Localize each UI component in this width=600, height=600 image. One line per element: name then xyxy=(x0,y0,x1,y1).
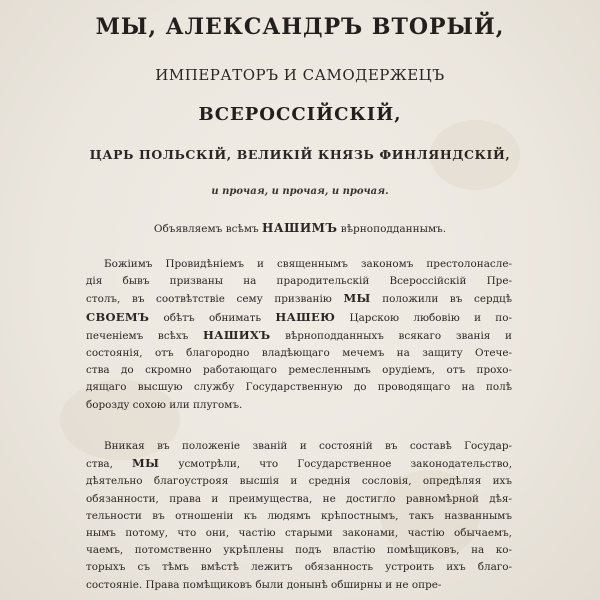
text-segment: вѣрноподданныхъ всякаго званія и xyxy=(270,329,512,342)
text-segment: положили въ сердцѣ xyxy=(370,293,512,306)
text-line xyxy=(86,455,512,473)
paragraph-1 xyxy=(86,256,512,414)
text-line: дящаго высшую службу Государственную до проводящаго на полѣ xyxy=(86,381,512,394)
text-line: состояніе. Права помѣщиковъ были донынѣ обширны и не опре- xyxy=(86,578,442,591)
heading-emperor-title: ИМПЕРАТОРЪ И САМОДЕРЖЕЦЪ xyxy=(155,66,445,84)
heading-announcement xyxy=(0,221,600,235)
text-segment: Царскою любовію и по- xyxy=(335,311,512,324)
text-line: ства до скромно работающаго ремесленнымъ орудіемъ, отъ прохо- xyxy=(86,364,512,377)
heading-tsar-of-poland: ЦАРЬ ПОЛЬСКІЙ, ВЕЛИКІЙ КНЯЗЬ ФИНЛЯНДСКІЙ, xyxy=(89,147,511,162)
emphasized-word: СВОЕМЪ xyxy=(86,309,150,324)
text-line: дѣятельно благоустрояя высшія и среднія сословія, опредѣляя ихъ xyxy=(86,475,512,488)
text-line: чаемъ, потомственно укрѣплены подъ властію помѣщиковъ, на ко- xyxy=(86,544,512,557)
text-line xyxy=(86,309,512,327)
text-line: состоянія, отъ благородно владѣющаго мечемъ на защиту Отече- xyxy=(86,347,512,360)
text-line: нымъ потому, что они, частію старыми законами, частію обычаемъ, xyxy=(86,527,512,540)
text-line: обязанности, права и преимущества, не достигло равномѣрной дѣя- xyxy=(86,492,512,505)
text-segment: обѣтъ обнимать xyxy=(149,311,276,324)
text-line xyxy=(86,327,512,345)
announcement-pre: Объявляемъ всѣмъ xyxy=(153,223,259,235)
text-segment: печеніемъ всѣхъ xyxy=(86,329,203,342)
text-line: Вникая въ положеніе званій и состояній въ составѣ Государ- xyxy=(104,440,512,452)
heading-emperor-name: МЫ, АЛЕКСАНДРЪ ВТОРЫЙ, xyxy=(95,14,505,40)
text-line xyxy=(86,290,512,308)
announcement-emphasis: НАШИМЪ xyxy=(262,221,338,235)
emphasized-word: НАШЕЮ xyxy=(275,309,336,324)
emphasized-word: МЫ xyxy=(343,291,371,306)
text-segment: усмотрѣли, что Государственное законодательство, xyxy=(159,458,512,471)
announcement-post: вѣрноподданнымъ. xyxy=(340,223,447,235)
emphasized-word: МЫ xyxy=(132,456,160,471)
text-line: тельности въ отношеніи къ людямъ крѣпостнымъ, такъ названнымъ xyxy=(86,509,512,522)
text-line: торыхъ съ тѣмъ вмѣстѣ лежитъ обязанность устроить ихъ благо- xyxy=(86,561,512,574)
text-line: Божіимъ Провидѣніемъ и священнымъ закономъ престолонасле- xyxy=(104,258,512,270)
text-line: дія бывъ призваны на прародительскій Всероссійскій Пре- xyxy=(86,275,512,288)
heading-all-russian: ВСЕРОССІЙСКІЙ, xyxy=(198,104,402,125)
text-segment: столъ, въ соотвѣтствіе сему призванію xyxy=(86,293,344,306)
paragraph-2 xyxy=(86,438,512,594)
heading-etcetera: и прочая, и прочая, и прочая. xyxy=(211,186,389,197)
text-line: бороздy сохою или плугомъ. xyxy=(86,398,243,411)
emphasized-word: НАШИХЪ xyxy=(203,327,271,342)
text-segment: ства, xyxy=(86,458,133,471)
